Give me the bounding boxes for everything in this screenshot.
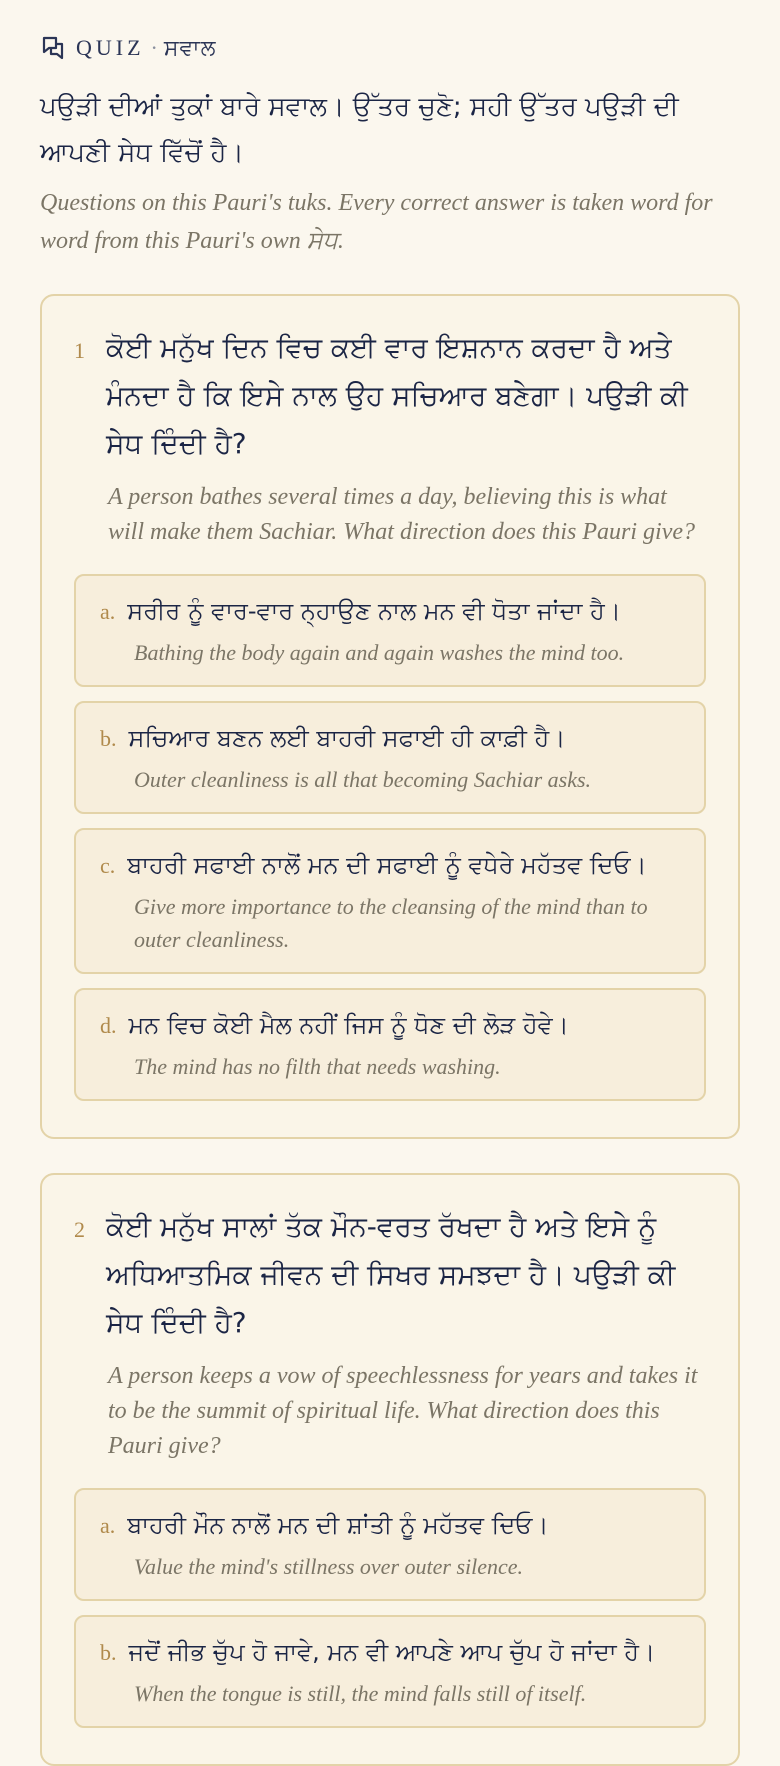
quiz-label: QUIZ · ਸਵਾਲ [76, 35, 217, 60]
question-list [40, 294, 740, 1766]
answer-option-row [100, 592, 680, 630]
option-letter: c. [100, 853, 116, 878]
answer-option[interactable] [74, 574, 706, 687]
option-text: ਬਾਹਰੀ ਮੌਨ ਨਾਲੋਂ ਮਨ ਦੀ ਸ਼ਾਂਤੀ ਨੂੰ ਮਹੱਤਵ ਦਿਓ। [127, 1511, 549, 1539]
question-card [40, 294, 740, 1139]
option-translation: When the tongue is still, the mind falls still of itself. [134, 1681, 587, 1706]
answer-option[interactable] [74, 988, 706, 1101]
question-translation: A person bathes several times a day, believing this is what will make them Sachiar. What direction does this Pauri give? [108, 484, 696, 545]
option-translation: Bathing the body again and again washes the mind too. [134, 640, 625, 665]
option-letter: b. [100, 1640, 117, 1665]
answer-option-row [100, 1633, 680, 1671]
intro-punjabi: ਪਉੜੀ ਦੀਆਂ ਤੁਕਾਂ ਬਾਰੇ ਸਵਾਲ। ਉੱਤਰ ਚੁਣੋ; ਸਹੀ ਉੱਤਰ ਪਉੜੀ ਦੀ ਆਪਣੀ ਸੇਧ ਵਿੱਚੋਂ ਹੈ। [40, 92, 679, 168]
option-letter: a. [100, 599, 116, 624]
option-text: ਮਨ ਵਿਚ ਕੋਈ ਮੈਲ ਨਹੀਂ ਜਿਸ ਨੂੰ ਧੋਣ ਦੀ ਲੋੜ ਹੋਵੇ। [128, 1011, 569, 1039]
option-translation: Value the mind's stillness over outer silence. [134, 1554, 524, 1579]
answer-option[interactable] [74, 828, 706, 974]
quiz-icon [40, 34, 68, 62]
intro-english: Questions on this Pauri's tuks. Every correct answer is taken word for word from this Pauri's own ਸੇਧ. [40, 190, 713, 254]
answer-option-row [100, 1506, 680, 1544]
question-number: 1 [74, 338, 85, 363]
question-text: ਕੋਈ ਮਨੁੱਖ ਸਾਲਾਂ ਤੱਕ ਮੌਨ-ਵਰਤ ਰੱਖਦਾ ਹੈ ਅਤੇ ਇਸੇ ਨੂੰ ਅਧਿਆਤਮਿਕ ਜੀਵਨ ਦੀ ਸਿਖਰ ਸਮਝਦਾ ਹੈ। ਪਉੜੀ ਕੀ ਸੇਧ ਦਿੰਦੀ ਹੈ? [106, 1210, 676, 1339]
option-letter: b. [100, 726, 117, 751]
question-card [40, 1173, 740, 1766]
question-number: 2 [74, 1217, 85, 1242]
answer-option[interactable] [74, 1615, 706, 1728]
answer-option-row [100, 719, 680, 757]
answer-option-row [100, 846, 680, 884]
option-translation: The mind has no filth that needs washing. [134, 1054, 501, 1079]
quiz-header [40, 34, 740, 62]
option-letter: d. [100, 1013, 117, 1038]
option-text: ਸਚਿਆਰ ਬਣਨ ਲਈ ਬਾਹਰੀ ਸਫਾਈ ਹੀ ਕਾਫ਼ੀ ਹੈ। [128, 724, 566, 752]
question-translation: A person keeps a vow of speechlessness for years and takes it to be the summit of spiritual life. What direction does this Pauri give? [108, 1363, 698, 1459]
question-text: ਕੋਈ ਮਨੁੱਖ ਦਿਨ ਵਿਚ ਕਈ ਵਾਰ ਇਸ਼ਨਾਨ ਕਰਦਾ ਹੈ ਅਤੇ ਮੰਨਦਾ ਹੈ ਕਿ ਇਸੇ ਨਾਲ ਉਹ ਸਚਿਆਰ ਬਣੇਗਾ। ਪਉੜੀ ਕੀ ਸੇਧ ਦਿੰਦੀ ਹੈ? [106, 331, 688, 460]
option-text: ਬਾਹਰੀ ਸਫਾਈ ਨਾਲੋਂ ਮਨ ਦੀ ਸਫਾਈ ਨੂੰ ਵਧੇਰੇ ਮਹੱਤਵ ਦਿਓ। [127, 851, 647, 879]
answer-option-row [100, 1006, 680, 1044]
answer-option[interactable] [74, 701, 706, 814]
question-header [74, 324, 706, 468]
option-text: ਸਰੀਰ ਨੂੰ ਵਾਰ-ਵਾਰ ਨ੍ਹਾਉਣ ਨਾਲ ਮਨ ਵੀ ਧੋਤਾ ਜਾਂਦਾ ਹੈ। [127, 597, 621, 625]
option-translation: Outer cleanliness is all that becoming Sachiar asks. [134, 767, 592, 792]
option-letter: a. [100, 1513, 116, 1538]
question-header [74, 1203, 706, 1347]
answer-option[interactable] [74, 1488, 706, 1601]
option-text: ਜਦੋਂ ਜੀਭ ਚੁੱਪ ਹੋ ਜਾਵੇ, ਮਨ ਵੀ ਆਪਣੇ ਆਪ ਚੁੱਪ ਹੋ ਜਾਂਦਾ ਹੈ। [128, 1638, 656, 1666]
option-translation: Give more importance to the cleansing of the mind than to outer cleanliness. [134, 894, 648, 952]
